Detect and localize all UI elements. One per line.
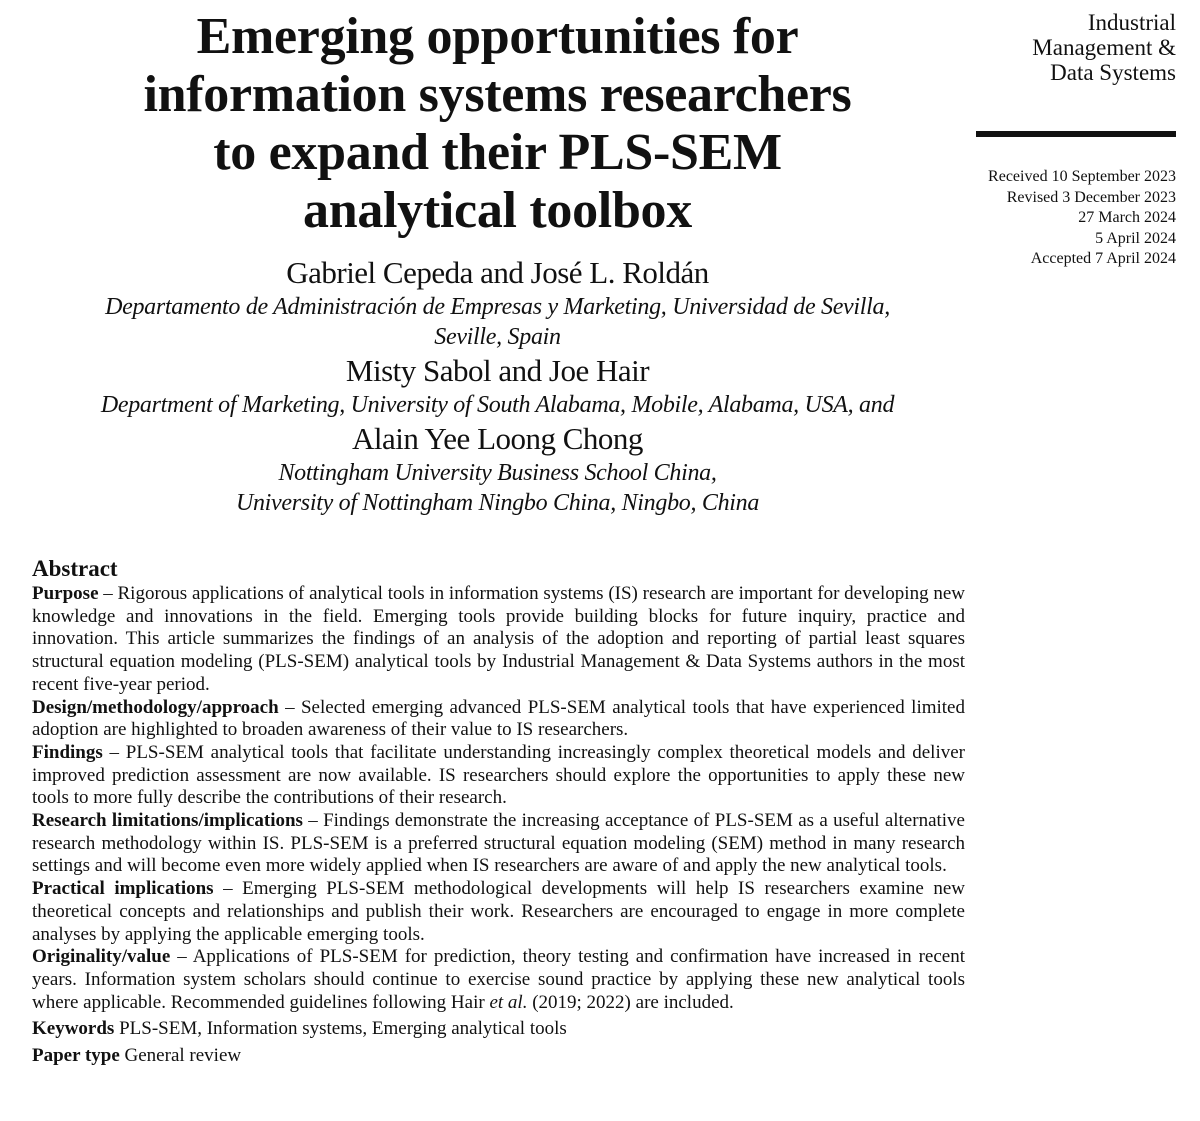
abstract-findings [32, 742, 965, 810]
section-label: Findings [32, 741, 103, 763]
paper-type [32, 1045, 965, 1068]
date-line: Revised 3 December 2023 [1006, 188, 1176, 206]
section-label: Research limitations/implications [32, 810, 303, 832]
paper-title [30, 8, 965, 240]
keywords [32, 1018, 965, 1041]
title-line: Emerging opportunities for [196, 8, 799, 65]
affiliation-line: Seville, Spain [434, 324, 561, 350]
section-text: – Selected emerging advanced PLS-SEM analytical tools that have experienced limited adoption are highlighted to broaden awareness of their value to IS researchers. [32, 696, 965, 741]
author-affiliation [30, 458, 965, 518]
section-text: – Findings demonstrate the increasing acceptance of PLS-SEM as a useful alternative research methodology within IS. PLS-SEM is a preferred structural equation modeling (SEM) method in many research settings and will become even more widely applied when IS researchers are aware of and apply the new analytical tools. [32, 810, 965, 877]
affiliation-line: Department of Marketing, University of South Alabama, Mobile, Alabama, USA, and [100, 392, 895, 418]
affiliation-line: University of Nottingham Ningbo China, Ningbo, China [235, 490, 760, 516]
section-text: – PLS-SEM analytical tools that facilitate understanding increasingly complex theoretical models and deliver improved prediction assessment are now available. IS researchers should explore the opportunities to apply these new tools to more fully describe the contributions of their research. [32, 741, 965, 809]
publication-dates [976, 167, 1176, 270]
date-line: 27 March 2024 [1078, 209, 1176, 226]
section-label: Practical implications [32, 878, 214, 900]
et-al: et al. [489, 991, 528, 1013]
journal-name-line: Data Systems [1050, 60, 1176, 85]
abstract-purpose [32, 583, 965, 697]
abstract-design [32, 697, 965, 742]
keywords-text: PLS-SEM, Information systems, Emerging analytical tools [114, 1018, 567, 1040]
title-line: to expand their PLS-SEM [213, 124, 782, 181]
author-affiliation [30, 390, 965, 420]
abstract [32, 555, 965, 1067]
affiliation-line: Nottingham University Business School China, [278, 460, 717, 486]
section-label: Originality/value [32, 946, 171, 968]
journal-name-line: Management & [1032, 35, 1176, 60]
section-label: Purpose [32, 583, 99, 604]
abstract-originality [32, 946, 965, 1014]
journal-divider [976, 131, 1176, 137]
paper-type-label: Paper type [32, 1044, 120, 1066]
abstract-limitations [32, 810, 965, 878]
abstract-heading: Abstract [32, 556, 118, 581]
section-text: (2019; 2022) are included. [527, 991, 734, 1013]
author-list [30, 254, 965, 518]
date-line: Received 10 September 2023 [988, 168, 1176, 185]
title-line: analytical toolbox [303, 182, 692, 239]
journal-name [976, 10, 1176, 85]
title-line: information systems researchers [143, 66, 852, 123]
author-names: Misty Sabol and Joe Hair [345, 353, 650, 388]
section-text: – Applications of PLS-SEM for prediction, theory testing and confirmation have increased in recent years. Information system scholars should continue to exercise sound practice by applying these new analytical tools where applicable. Recommended guidelines following Hair [32, 946, 965, 1013]
journal-name-line: Industrial [1087, 10, 1176, 35]
abstract-practical [32, 878, 965, 946]
paper-type-text: General review [119, 1044, 242, 1066]
date-line: Accepted 7 April 2024 [1030, 250, 1176, 267]
affiliation-line: Departamento de Administración de Empresas y Marketing, Universidad de Sevilla, [105, 294, 890, 320]
date-line: 5 April 2024 [1095, 229, 1176, 247]
header-block [30, 0, 965, 518]
author-affiliation [30, 292, 965, 352]
section-label: Design/methodology/approach [32, 696, 279, 718]
author-names: Gabriel Cepeda and José L. Roldán [286, 255, 709, 290]
author-names: Alain Yee Loong Chong [352, 421, 643, 456]
section-text: – Rigorous applications of analytical tools in information systems (IS) research are important for developing new knowledge and innovations in the field. Emerging tools provide building blocks for future inquiry, practice and innovation. This article summarizes the findings of an analysis of the adoption and reporting of partial least squares structural equation modeling (PLS-SEM) analytical tools by Industrial Management & Data Systems authors in the most recent five-year period. [32, 583, 965, 695]
journal-sidebar [976, 0, 1176, 270]
section-text: – Emerging PLS-SEM methodological developments will help IS researchers examine new theoretical concepts and relationships and publish their work. Researchers are encouraged to engage in more complete analyses by applying the applicable emerging tools. [32, 878, 965, 945]
keywords-label: Keywords [32, 1018, 115, 1040]
